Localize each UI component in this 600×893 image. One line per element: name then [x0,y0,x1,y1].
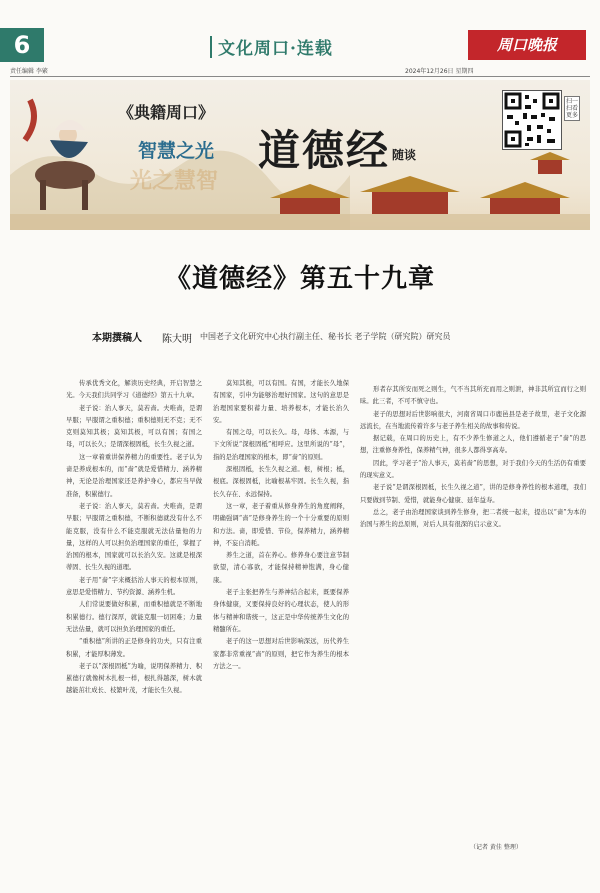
article-paragraph: 这一章，老子着重从修身养生的角度阐释，明确强调“啬”是修身养生的一个十分重要的原则和方法。啬，即爱惜、节俭，保养精力，涵养精神，不妄自消耗。 [213,502,349,547]
article-paragraph: 老子以“深根固柢”为喻，说明保养精力、积累德行就像树木扎根一样，根扎得越深，树木就越能茁壮成长、枝繁叶茂，才能长生久视。 [66,662,202,695]
header-rule [10,76,590,77]
column-subtitle: 随谈 [392,148,417,162]
section-divider [210,36,212,58]
date-line: 2024年12月26日 星期四 [405,68,474,75]
article-paragraph: 总之，老子由治理国家谈到养生修身，把二者统一起来，提出以“啬”为本的治国与养生的总原则，对后人具有很深的启示意义。 [360,508,586,529]
article-column-3 [360,384,586,532]
article-paragraph: 老子说“是谓深根固柢，长生久视之道”，讲的是修身养性的根本道理，我们只要做到节制、爱惜，就能身心健康、延年益寿。 [360,484,586,504]
article-paragraph: 传承优秀文化，解读历史经典，开启智慧之光。今天我们共同学习《道德经》第五十九章。 [66,380,202,400]
article-column-2 [213,378,349,673]
article-paragraph: 形者存其所安而死之则生，气不当其所充而用之则泄，神非其所宜而行之则昧。此三者，不可不慎守也。 [360,386,586,406]
wisdom-label: 智慧之光 [138,140,215,162]
article-paragraph: 有国之母，可以长久。母，母体、本源，与下文所说“深根固柢”相呼应。这里所说的“母”，指的是治理国家的根本，即“啬”的原则。 [213,429,349,461]
article-paragraph: 老子的思想对后世影响很大，河南省周口市鹿邑县是老子故里，老子文化源远流长，在当地流传着许多与老子养生相关的故事和传说。 [360,410,586,430]
section-title: 文化周口·连载 [218,39,333,59]
wisdom-ghost-label: 光之慧智 [130,169,219,194]
article-paragraph: 深根固柢，长生久视之道。根，树根；柢，根底。深根固柢，比喻根基牢固。长生久视，指长久存在、永远保持。 [213,466,349,498]
article-paragraph: 人们常说要做好积累，而重积德就是不断地积累德行。德行深厚，就能克服一切困难；力量无法估量，就可以担负治理国家的重任。 [66,601,202,633]
compiler-note: （记者 黄佳 整理） [470,844,522,851]
article-paragraph: 据记载，在周口的历史上，有不少养生修道之人，他们遵循老子“啬”的思想，注重修身养性，保养精气神，很多人都得享高寿。 [360,435,586,455]
article-paragraph: 养生之道，首在养心。修养身心要注意节制欲望，清心寡欲，才能保持精神饱满，身心健康。 [213,552,349,584]
article-paragraph: 老子的这一思想对后世影响深远，历代养生家都非常重视“啬”的原则，把它作为养生的根本方法之一。 [213,638,349,670]
qr-code-icon [503,91,561,149]
article-paragraph: “重积德”所讲的正是修身的功夫，只有注重积累，才能厚积薄发。 [66,638,202,658]
qr-code[interactable] [502,90,562,150]
article-paragraph: 因此，学习老子“治人事天，莫若啬”的思想，对于我们今天的生活仍有重要的现实意义。 [360,459,586,480]
article-paragraph: 老子说：治人事天，莫若啬。夫唯啬，是谓早服；早服谓之重积德，不断积德就没有什么不能克服，没有什么不能克服就无法估量他的力量，这样的人可以担负治理国家的重任，掌握了治国的根本，国家就可以长治久安。这就是根深蒂固、长生久视的道理。 [66,502,202,572]
editor-line: 责任编辑 李綮 [10,68,48,75]
article-title: 《道德经》第五十九章 [164,264,435,294]
article-paragraph: 这一章着重讲保养精力的重要性。老子认为啬是养成根本的，而“啬”就是爱惜精力、涵养精神，无论是治理国家还是养护身心，都应当早做准备，积累德行。 [66,453,202,498]
classic-title: 道德经 [258,126,391,175]
article-paragraph: 莫知其极，可以有国。有国，才能长久地保有国家，引申为能够治理好国家。这句的意思是治理国家要积蓄力量、培养根本，才能长治久安。 [213,380,349,424]
author-title: 中国老子文化研究中心执行副主任、秘书长 老子学院（研究院）研究员 [200,332,451,341]
article-paragraph: 老子说：治人事天，莫若啬。夫唯啬，是谓早服；早服谓之重积德；重积德则无不克；无不克则莫知其极；莫知其极，可以有国；有国之母，可以长久；是谓深根固柢，长生久视之道。 [66,404,202,449]
byline-label: 本期撰稿人 [92,333,142,344]
article-paragraph: 老子用“啬”字来概括治人事天的根本原则，意思是爱惜精力、节约资源、涵养生机。 [66,576,202,597]
qr-label: 扫一扫看更多 [566,98,579,119]
article-column-1 [66,378,202,698]
author-name: 陈大明 [162,334,192,345]
column-name: 《典籍周口》 [118,103,215,122]
article-paragraph: 老子主张把养生与养神结合起来，既要保养身体健康，又要保持良好的心理状态，使人的形体与精神和谐统一，这正是中华传统养生文化的精髓所在。 [213,589,349,633]
page-number: 6 [0,28,44,62]
paper-logo: 周口晚报 [468,30,586,60]
